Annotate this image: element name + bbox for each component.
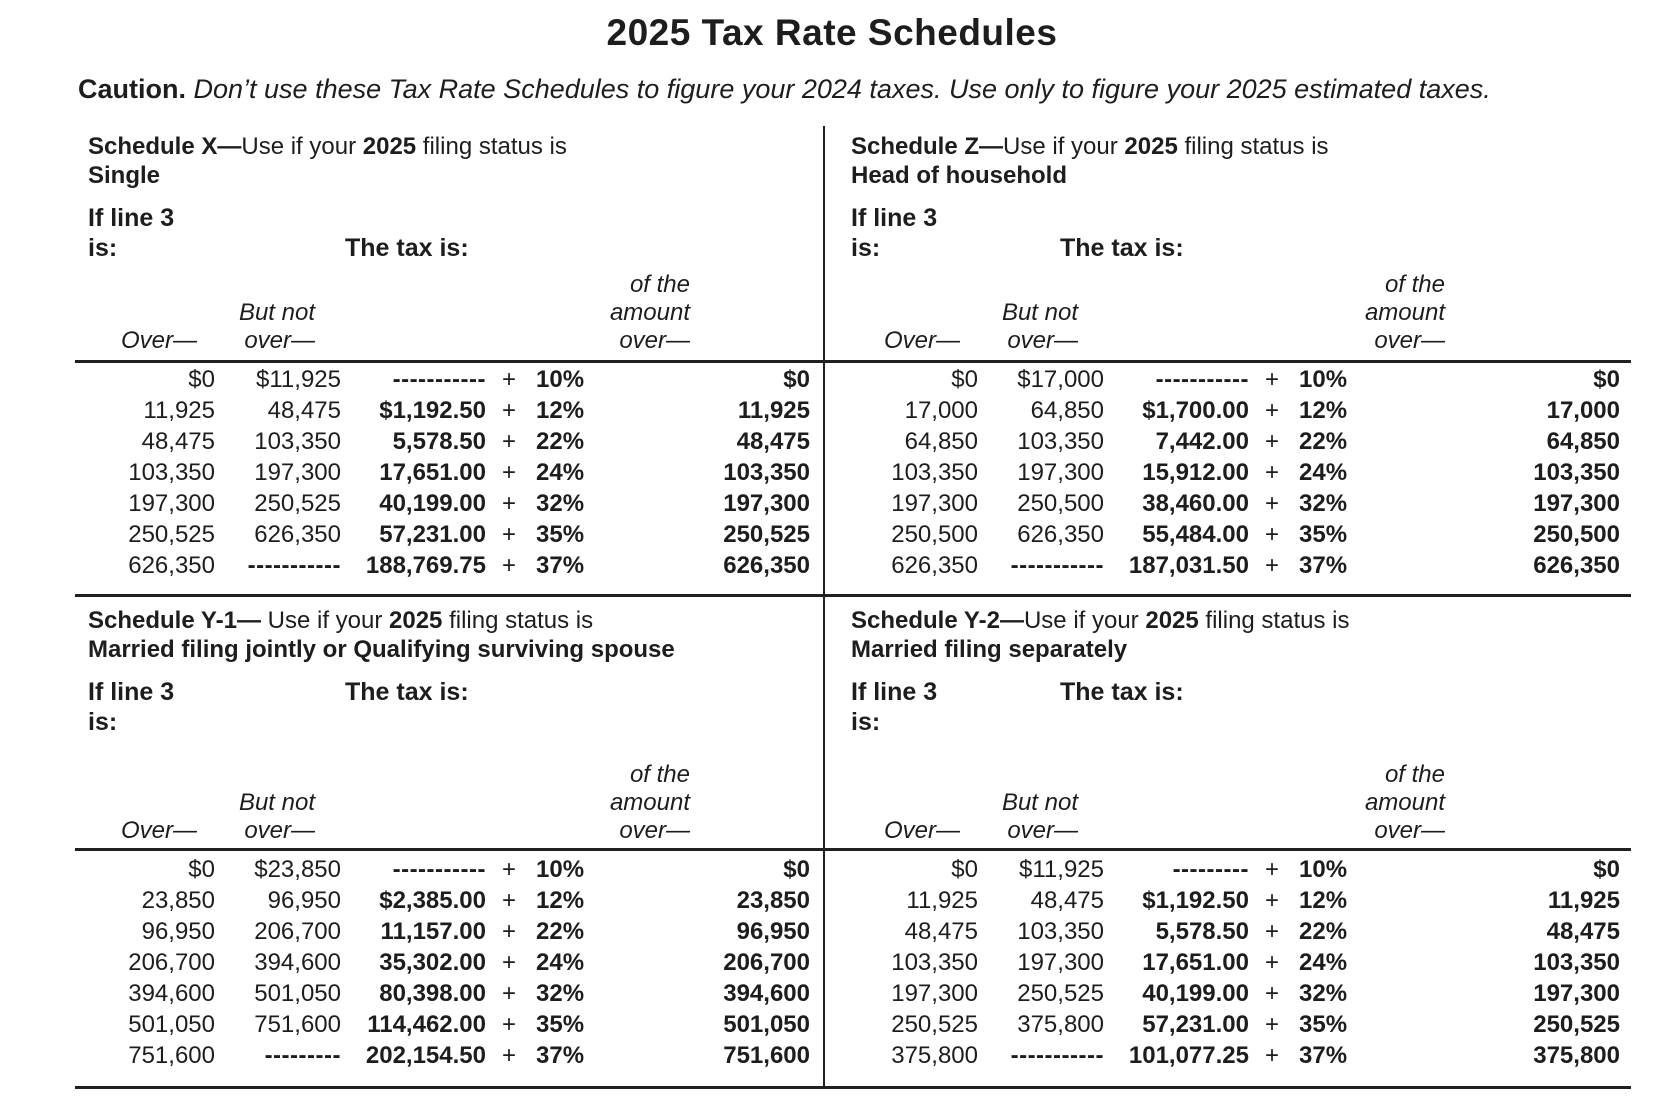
but-not-cell: ----------- bbox=[1010, 551, 1104, 579]
over-cell: 375,800 bbox=[891, 1041, 978, 1069]
rate-cell: 35% bbox=[536, 1010, 585, 1038]
tax-cell: 114,462.00 bbox=[367, 1010, 486, 1038]
tax-cell: 17,651.00 bbox=[379, 458, 486, 486]
amount-cell: 250,525 bbox=[1533, 1010, 1620, 1038]
table-row bbox=[75, 916, 825, 947]
rate-cell: 35% bbox=[1299, 520, 1348, 548]
over-cell: $0 bbox=[188, 855, 215, 883]
rate-cell: 35% bbox=[536, 520, 585, 548]
tax-cell: 57,231.00 bbox=[379, 520, 486, 548]
plus-cell: + bbox=[501, 1041, 516, 1069]
but-not-cell: $23,850 bbox=[254, 855, 341, 883]
amount-cell: 626,350 bbox=[1533, 551, 1620, 579]
schedule-status: Single bbox=[88, 162, 161, 189]
over-cell: 250,525 bbox=[891, 1010, 978, 1038]
tax-cell: ----------- bbox=[392, 855, 486, 883]
bottom-rule bbox=[75, 1086, 1631, 1089]
schedule-x-panel bbox=[75, 128, 825, 594]
plus-cell: + bbox=[1264, 396, 1279, 424]
table-row bbox=[838, 550, 1630, 581]
but-not-cell: 96,950 bbox=[267, 886, 341, 914]
table-row bbox=[75, 488, 825, 519]
tax-is-label: The tax is: bbox=[1060, 678, 1184, 706]
but-not-cell: 751,600 bbox=[254, 1010, 341, 1038]
rate-cell: 24% bbox=[1299, 458, 1348, 486]
schedule-heading bbox=[838, 606, 1630, 664]
rate-cell: 10% bbox=[1299, 855, 1348, 883]
amount-cell: 11,925 bbox=[737, 396, 810, 424]
plus-cell: + bbox=[501, 886, 516, 914]
schedule-status: Married filing jointly or Qualifying surviving spouse bbox=[88, 636, 675, 663]
amount-cell: 197,300 bbox=[1533, 489, 1620, 517]
table-row bbox=[838, 364, 1630, 395]
over-cell: 197,300 bbox=[891, 489, 978, 517]
if-line-3-text: If line 3 bbox=[851, 678, 938, 706]
tax-cell: 15,912.00 bbox=[1142, 458, 1249, 486]
column-headers bbox=[838, 271, 1630, 355]
over-cell: 250,525 bbox=[128, 520, 215, 548]
but-not-cell: $11,925 bbox=[1019, 855, 1104, 883]
but-not-cell: ----------- bbox=[247, 551, 341, 579]
over-cell: $0 bbox=[188, 365, 215, 393]
schedule-heading bbox=[838, 132, 1630, 190]
caution-text: Don’t use these Tax Rate Schedules to figure your 2024 taxes. Use only to figure your 2025 estimated taxes. bbox=[186, 74, 1491, 104]
but-not-cell: $11,925 bbox=[256, 365, 341, 393]
table-row bbox=[838, 1040, 1630, 1071]
tax-cell: 5,578.50 bbox=[1155, 917, 1249, 945]
table-row bbox=[75, 364, 825, 395]
column-headers bbox=[838, 761, 1630, 845]
but-not-cell: 48,475 bbox=[1030, 886, 1104, 914]
rate-cell: 22% bbox=[1299, 917, 1348, 945]
amount-cell: $0 bbox=[1593, 365, 1620, 393]
but-not-over-header: But not over— bbox=[238, 299, 315, 354]
over-cell: 11,925 bbox=[906, 886, 978, 914]
plus-cell: + bbox=[1264, 551, 1279, 579]
table-row bbox=[838, 854, 1630, 885]
is-text: is: bbox=[851, 708, 881, 736]
tax-cell: $2,385.00 bbox=[379, 886, 486, 914]
plus-cell: + bbox=[1264, 520, 1279, 548]
amount-over-header: of the amount over— bbox=[609, 271, 690, 354]
tax-cell: ----------- bbox=[1155, 365, 1249, 393]
but-not-cell: 103,350 bbox=[254, 427, 341, 455]
tax-cell: 187,031.50 bbox=[1128, 551, 1249, 579]
rate-cell: 12% bbox=[1299, 886, 1348, 914]
over-cell: 48,475 bbox=[141, 427, 215, 455]
caution-label: Caution. bbox=[78, 74, 186, 104]
tax-cell: 11,157.00 bbox=[380, 917, 486, 945]
amount-cell: 394,600 bbox=[723, 979, 810, 1007]
if-line-3-labels bbox=[75, 203, 825, 263]
table-row bbox=[838, 1009, 1630, 1040]
over-header: Over— bbox=[120, 817, 197, 844]
over-cell: 23,850 bbox=[141, 886, 215, 914]
rate-table-rows bbox=[838, 364, 1630, 581]
over-cell: 48,475 bbox=[904, 917, 978, 945]
amount-cell: 501,050 bbox=[723, 1010, 810, 1038]
amount-cell: 64,850 bbox=[1546, 427, 1620, 455]
over-cell: 17,000 bbox=[904, 396, 978, 424]
rate-cell: 37% bbox=[536, 551, 585, 579]
amount-cell: 103,350 bbox=[1533, 458, 1620, 486]
tax-cell: 101,077.25 bbox=[1128, 1041, 1249, 1069]
but-not-cell: --------- bbox=[264, 1041, 341, 1069]
tax-cell: 40,199.00 bbox=[1142, 979, 1249, 1007]
plus-cell: + bbox=[1264, 427, 1279, 455]
rate-cell: 10% bbox=[536, 365, 585, 393]
plus-cell: + bbox=[501, 979, 516, 1007]
tax-cell: 55,484.00 bbox=[1142, 520, 1249, 548]
amount-cell: 48,475 bbox=[1546, 917, 1620, 945]
table-row bbox=[838, 916, 1630, 947]
tax-cell: 80,398.00 bbox=[379, 979, 486, 1007]
table-row bbox=[75, 395, 825, 426]
table-row bbox=[838, 426, 1630, 457]
is-text: is: bbox=[88, 708, 118, 736]
over-header: Over— bbox=[120, 327, 197, 354]
column-headers bbox=[75, 761, 825, 845]
rate-table-rows bbox=[75, 854, 825, 1071]
rate-cell: 24% bbox=[536, 458, 585, 486]
over-cell: 96,950 bbox=[141, 917, 215, 945]
but-not-cell: 626,350 bbox=[254, 520, 341, 548]
plus-cell: + bbox=[501, 948, 516, 976]
rate-cell: 32% bbox=[1299, 489, 1348, 517]
amount-cell: 197,300 bbox=[1533, 979, 1620, 1007]
but-not-cell: 64,850 bbox=[1030, 396, 1104, 424]
amount-cell: 17,000 bbox=[1546, 396, 1620, 424]
tax-is-label: The tax is: bbox=[345, 678, 469, 706]
over-header: Over— bbox=[883, 327, 960, 354]
table-row bbox=[75, 978, 825, 1009]
table-row bbox=[75, 1009, 825, 1040]
plus-cell: + bbox=[501, 427, 516, 455]
table-row bbox=[838, 457, 1630, 488]
if-line-3-text: If line 3 bbox=[88, 204, 175, 232]
if-line-3-labels bbox=[75, 677, 825, 737]
rate-cell: 22% bbox=[536, 917, 585, 945]
plus-cell: + bbox=[501, 458, 516, 486]
plus-cell: + bbox=[501, 1010, 516, 1038]
but-not-cell: 48,475 bbox=[267, 396, 341, 424]
if-line-3-text: If line 3 bbox=[851, 204, 938, 232]
tax-cell: --------- bbox=[1172, 855, 1249, 883]
rate-cell: 32% bbox=[1299, 979, 1348, 1007]
plus-cell: + bbox=[1264, 489, 1279, 517]
table-row bbox=[75, 854, 825, 885]
over-cell: 394,600 bbox=[128, 979, 215, 1007]
over-cell: $0 bbox=[951, 365, 978, 393]
schedule-heading bbox=[75, 606, 825, 664]
rate-cell: 35% bbox=[1299, 1010, 1348, 1038]
amount-cell: 11,925 bbox=[1547, 886, 1620, 914]
plus-cell: + bbox=[501, 489, 516, 517]
amount-cell: $0 bbox=[1593, 855, 1620, 883]
but-not-cell: 197,300 bbox=[1017, 458, 1104, 486]
page-title: 2025 Tax Rate Schedules bbox=[606, 12, 1058, 53]
amount-cell: $0 bbox=[783, 365, 810, 393]
amount-cell: 250,525 bbox=[723, 520, 810, 548]
table-row bbox=[75, 947, 825, 978]
tax-cell: 5,578.50 bbox=[392, 427, 486, 455]
table-row bbox=[838, 947, 1630, 978]
plus-cell: + bbox=[1264, 855, 1279, 883]
table-row bbox=[838, 885, 1630, 916]
schedule-status: Head of household bbox=[851, 162, 1067, 189]
plus-cell: + bbox=[501, 917, 516, 945]
rate-cell: 24% bbox=[1299, 948, 1348, 976]
plus-cell: + bbox=[501, 365, 516, 393]
but-not-cell: 250,525 bbox=[1017, 979, 1104, 1007]
rate-cell: 10% bbox=[1299, 365, 1348, 393]
amount-cell: 103,350 bbox=[1533, 948, 1620, 976]
rate-cell: 12% bbox=[1299, 396, 1348, 424]
amount-cell: 103,350 bbox=[723, 458, 810, 486]
but-not-cell: 375,800 bbox=[1017, 1010, 1104, 1038]
rate-cell: 24% bbox=[536, 948, 585, 976]
plus-cell: + bbox=[1264, 1010, 1279, 1038]
tax-cell: 40,199.00 bbox=[379, 489, 486, 517]
plus-cell: + bbox=[501, 855, 516, 883]
table-row bbox=[838, 395, 1630, 426]
but-not-cell: $17,000 bbox=[1017, 365, 1104, 393]
amount-cell: 250,500 bbox=[1533, 520, 1620, 548]
but-not-cell: 103,350 bbox=[1017, 917, 1104, 945]
tax-is-label: The tax is: bbox=[345, 234, 469, 262]
over-cell: 250,500 bbox=[891, 520, 978, 548]
rate-table-rows bbox=[75, 364, 825, 581]
but-not-over-header: But not over— bbox=[1001, 789, 1078, 844]
tax-cell: 35,302.00 bbox=[379, 948, 486, 976]
amount-over-header: of the amount over— bbox=[1364, 271, 1445, 354]
is-text: is: bbox=[88, 234, 118, 262]
schedule-heading-line1: Schedule Y-2—Use if your 2025 filing status is bbox=[851, 607, 1350, 634]
over-cell: 103,350 bbox=[891, 948, 978, 976]
over-cell: 206,700 bbox=[128, 948, 215, 976]
over-cell: 64,850 bbox=[904, 427, 978, 455]
tax-cell: 188,769.75 bbox=[365, 551, 486, 579]
over-cell: 11,925 bbox=[143, 396, 215, 424]
tax-cell: ----------- bbox=[392, 365, 486, 393]
over-cell: 626,350 bbox=[891, 551, 978, 579]
table-row bbox=[75, 550, 825, 581]
if-line-3-text: If line 3 bbox=[88, 678, 175, 706]
plus-cell: + bbox=[1264, 365, 1279, 393]
tax-cell: 17,651.00 bbox=[1142, 948, 1249, 976]
but-not-cell: 197,300 bbox=[1017, 948, 1104, 976]
amount-over-header: of the amount over— bbox=[1364, 761, 1445, 844]
rate-cell: 12% bbox=[536, 396, 585, 424]
schedule-y2-panel bbox=[838, 596, 1630, 1086]
amount-cell: 626,350 bbox=[723, 551, 810, 579]
but-not-cell: 206,700 bbox=[254, 917, 341, 945]
schedule-heading-line1: Schedule Y-1— Use if your 2025 filing status is bbox=[88, 607, 594, 634]
table-row bbox=[838, 519, 1630, 550]
but-not-cell: 394,600 bbox=[254, 948, 341, 976]
tax-is-label: The tax is: bbox=[1060, 234, 1184, 262]
but-not-cell: 250,525 bbox=[254, 489, 341, 517]
is-text: is: bbox=[851, 234, 881, 262]
over-cell: 501,050 bbox=[128, 1010, 215, 1038]
over-cell: 626,350 bbox=[128, 551, 215, 579]
column-headers bbox=[75, 271, 825, 355]
amount-cell: 23,850 bbox=[736, 886, 810, 914]
rate-table-rows bbox=[838, 854, 1630, 1071]
amount-cell: 96,950 bbox=[736, 917, 810, 945]
tax-cell: 38,460.00 bbox=[1142, 489, 1249, 517]
table-row bbox=[838, 978, 1630, 1009]
if-line-3-labels bbox=[838, 677, 1630, 737]
plus-cell: + bbox=[1264, 917, 1279, 945]
schedule-status: Married filing separately bbox=[851, 636, 1128, 663]
plus-cell: + bbox=[1264, 458, 1279, 486]
plus-cell: + bbox=[1264, 979, 1279, 1007]
rate-cell: 37% bbox=[536, 1041, 585, 1069]
tax-cell: $1,192.50 bbox=[1142, 886, 1249, 914]
but-not-cell: 103,350 bbox=[1017, 427, 1104, 455]
amount-cell: 197,300 bbox=[723, 489, 810, 517]
amount-cell: $0 bbox=[783, 855, 810, 883]
amount-cell: 375,800 bbox=[1533, 1041, 1620, 1069]
over-header: Over— bbox=[883, 817, 960, 844]
but-not-over-header: But not over— bbox=[1001, 299, 1078, 354]
if-line-3-labels bbox=[838, 203, 1630, 263]
amount-over-header: of the amount over— bbox=[609, 761, 690, 844]
amount-cell: 206,700 bbox=[723, 948, 810, 976]
over-cell: 197,300 bbox=[128, 489, 215, 517]
schedule-heading bbox=[75, 132, 825, 190]
tax-cell: 7,442.00 bbox=[1155, 427, 1249, 455]
plus-cell: + bbox=[501, 396, 516, 424]
rate-cell: 37% bbox=[1299, 551, 1348, 579]
rate-cell: 22% bbox=[1299, 427, 1348, 455]
caution-line bbox=[78, 74, 1618, 105]
tax-cell: $1,192.50 bbox=[379, 396, 486, 424]
amount-cell: 48,475 bbox=[736, 427, 810, 455]
plus-cell: + bbox=[1264, 948, 1279, 976]
plus-cell: + bbox=[1264, 886, 1279, 914]
table-row bbox=[75, 885, 825, 916]
tax-cell: 57,231.00 bbox=[1142, 1010, 1249, 1038]
but-not-cell: ----------- bbox=[1010, 1041, 1104, 1069]
schedule-y1-panel bbox=[75, 596, 825, 1086]
but-not-over-header: But not over— bbox=[238, 789, 315, 844]
but-not-cell: 626,350 bbox=[1017, 520, 1104, 548]
over-cell: 103,350 bbox=[128, 458, 215, 486]
plus-cell: + bbox=[501, 520, 516, 548]
plus-cell: + bbox=[501, 551, 516, 579]
table-row bbox=[75, 426, 825, 457]
amount-cell: 751,600 bbox=[723, 1041, 810, 1069]
table-row bbox=[75, 457, 825, 488]
but-not-cell: 250,500 bbox=[1017, 489, 1104, 517]
over-cell: 103,350 bbox=[891, 458, 978, 486]
over-cell: 197,300 bbox=[891, 979, 978, 1007]
table-row bbox=[75, 1040, 825, 1071]
rate-cell: 12% bbox=[536, 886, 585, 914]
table-row bbox=[838, 488, 1630, 519]
rate-cell: 32% bbox=[536, 489, 585, 517]
plus-cell: + bbox=[1264, 1041, 1279, 1069]
tax-cell: $1,700.00 bbox=[1142, 396, 1249, 424]
over-cell: $0 bbox=[951, 855, 978, 883]
schedule-heading-line1: Schedule Z—Use if your 2025 filing status is bbox=[851, 133, 1329, 160]
rate-cell: 37% bbox=[1299, 1041, 1348, 1069]
but-not-cell: 197,300 bbox=[254, 458, 341, 486]
schedule-heading-line1: Schedule X—Use if your 2025 filing status is bbox=[88, 133, 567, 160]
over-cell: 751,600 bbox=[128, 1041, 215, 1069]
rate-cell: 10% bbox=[536, 855, 585, 883]
tax-cell: 202,154.50 bbox=[365, 1041, 486, 1069]
schedule-z-panel bbox=[838, 128, 1630, 594]
rate-cell: 32% bbox=[536, 979, 585, 1007]
table-row bbox=[75, 519, 825, 550]
but-not-cell: 501,050 bbox=[254, 979, 341, 1007]
rate-cell: 22% bbox=[536, 427, 585, 455]
